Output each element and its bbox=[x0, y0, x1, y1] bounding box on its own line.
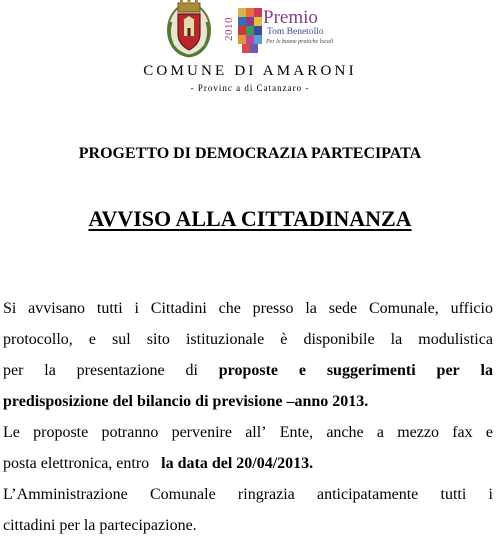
bold-word: per bbox=[436, 362, 460, 379]
word: di bbox=[185, 362, 198, 379]
paragraph1-line2 bbox=[3, 324, 493, 355]
word: i bbox=[134, 300, 139, 317]
word: è bbox=[280, 331, 288, 348]
award-subtitle: Tom Benetollo bbox=[267, 27, 324, 37]
word: protocollo, bbox=[3, 331, 73, 348]
paragraph1-line4 bbox=[3, 386, 493, 417]
award-tagline: Per le buone pratiche locali bbox=[266, 39, 334, 45]
word: sede bbox=[328, 300, 358, 317]
word: istituzionale bbox=[185, 331, 265, 348]
word: che bbox=[218, 300, 241, 317]
premio-tom-benetollo-logo bbox=[223, 2, 353, 58]
comune-name: COMUNE DI AMARONI bbox=[143, 63, 357, 79]
word: per bbox=[3, 362, 24, 379]
word: Comunale, bbox=[368, 300, 439, 317]
award-title: Premio bbox=[263, 7, 318, 28]
word: L’Amministrazione bbox=[3, 486, 128, 503]
word: tutti bbox=[440, 486, 467, 503]
word: Si bbox=[3, 300, 17, 317]
word: i bbox=[488, 486, 493, 503]
word: Ente, bbox=[279, 424, 314, 441]
word: anche bbox=[326, 424, 364, 441]
budget-proposal-text: predisposizione del bilancio di previsione –anno 2013. bbox=[3, 393, 369, 410]
word: disponibile bbox=[303, 331, 375, 348]
word: fax bbox=[452, 424, 473, 441]
word: ringrazia bbox=[237, 486, 295, 503]
bold-word: e bbox=[298, 362, 306, 379]
project-title: PROGETTO DI DEMOCRAZIA PARTECIPATA bbox=[78, 145, 422, 162]
word: presentazione bbox=[76, 362, 165, 379]
word: tutti bbox=[96, 300, 123, 317]
bold-word: la bbox=[480, 362, 493, 379]
word: sito bbox=[146, 331, 170, 348]
deadline-intro: posta elettronica, entro bbox=[3, 455, 150, 472]
notice-title bbox=[0, 208, 500, 230]
word: proposte bbox=[33, 424, 89, 441]
word: Cittadini bbox=[150, 300, 207, 317]
word: Comunale bbox=[149, 486, 216, 503]
word: la bbox=[44, 362, 56, 379]
paragraph1-line3 bbox=[3, 355, 493, 386]
word: avvisano bbox=[28, 300, 86, 317]
word: all’ bbox=[245, 424, 267, 441]
paragraph1-line1 bbox=[3, 293, 493, 324]
word: e bbox=[485, 424, 493, 441]
closing-text: cittadini per la partecipazione. bbox=[3, 517, 197, 534]
word: potranno bbox=[101, 424, 159, 441]
word: a bbox=[376, 424, 384, 441]
paragraph2-line1 bbox=[3, 417, 493, 448]
notice-body bbox=[3, 293, 493, 541]
word: presso bbox=[252, 300, 294, 317]
word: anticipatamente bbox=[317, 486, 419, 503]
bold-word: suggerimenti bbox=[326, 362, 416, 379]
bold-word: proposte bbox=[218, 362, 279, 379]
word: sul bbox=[112, 331, 131, 348]
header-logos bbox=[165, 0, 355, 62]
notice-title-text: AVVISO ALLA CITTADINANZA bbox=[88, 206, 412, 231]
paragraph2-line2 bbox=[3, 448, 493, 479]
word: la bbox=[305, 300, 317, 317]
word: e bbox=[88, 331, 96, 348]
provincia-name: - Provinc a di Catanzaro - bbox=[190, 83, 310, 93]
municipal-crest-icon bbox=[165, 0, 213, 58]
paragraph3-line1 bbox=[3, 479, 493, 510]
award-year: 2010 bbox=[223, 17, 235, 41]
word: Le bbox=[3, 424, 20, 441]
word: ufficio bbox=[450, 300, 493, 317]
paragraph3-line2 bbox=[3, 510, 493, 541]
deadline-date: la data del 20/04/2013. bbox=[161, 455, 314, 472]
word: la bbox=[390, 331, 403, 348]
word: pervenire bbox=[171, 424, 232, 441]
word: mezzo bbox=[397, 424, 439, 441]
word: modulistica bbox=[418, 331, 493, 348]
